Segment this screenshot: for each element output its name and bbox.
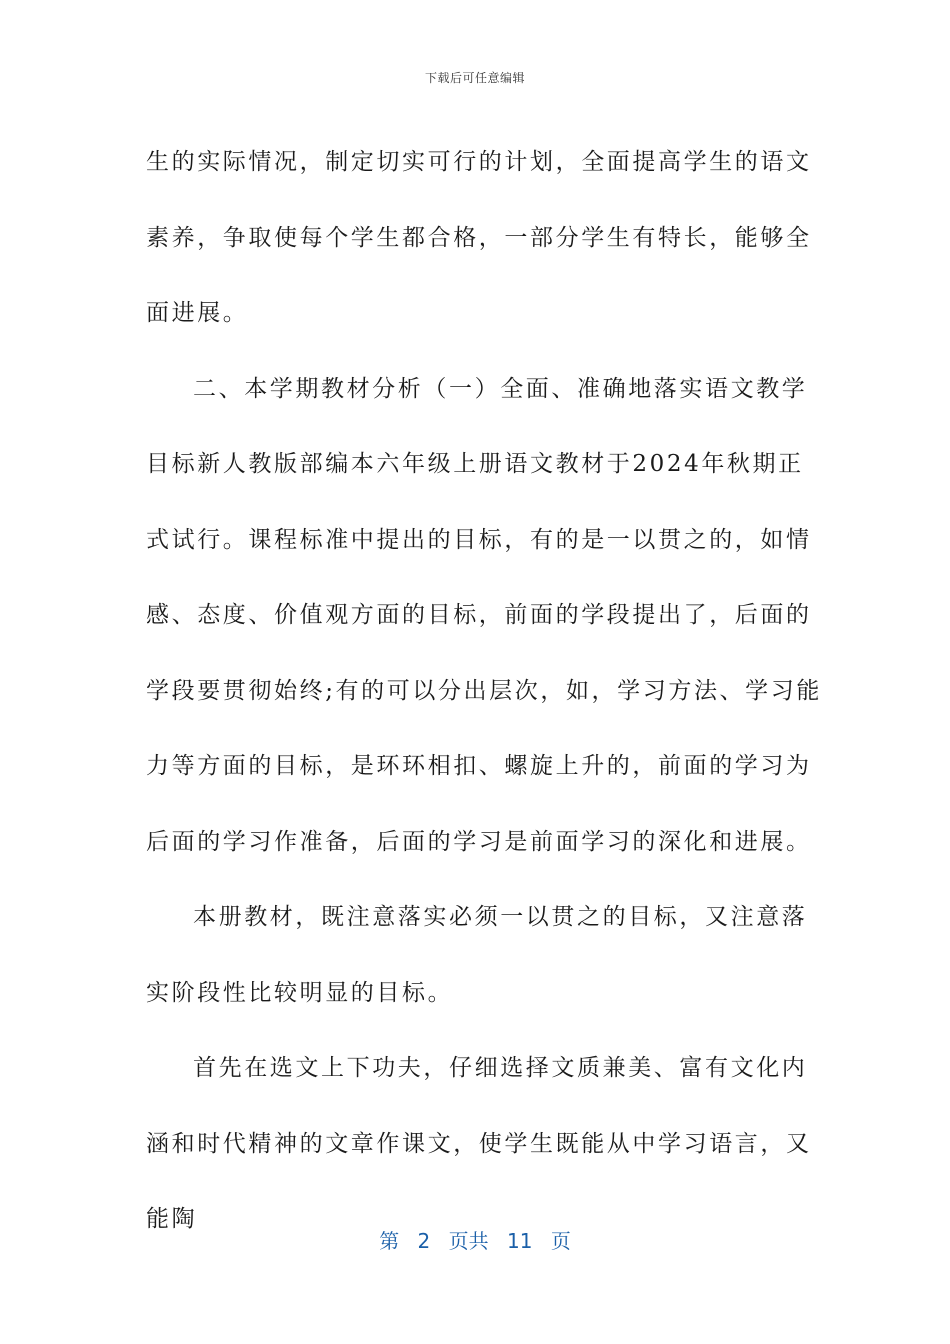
footer-middle: 页共 bbox=[448, 1229, 489, 1253]
footer-prefix: 第 bbox=[379, 1229, 400, 1253]
footer-current-page: 2 bbox=[417, 1229, 431, 1253]
header-note: 下载后可任意编辑 bbox=[424, 71, 525, 85]
paragraph-4: 首先在选文上下功夫，仔细选择文质兼美、富有文化内涵和时代精神的文章作课文，使学生既能从中学习语言，又能陶 bbox=[146, 1055, 812, 1232]
paragraph-2: 二、本学期教材分析（一）全面、准确地落实语文教学目标新人教版部编本六年级上册语文教材于2024年秋期正式试行。课程标准中提出的目标，有的是一以贯之的，如情感、态度、价值观方面的目标，前面的学段提出了，后面的学段要贯彻始终;有的可以分出层次，如，学习方法、学习能力等方面的目标，是环环相扣、螺旋上升的，前面的学习为后面的学习作准备，后面的学习是前面学习的深化和进展。 bbox=[146, 375, 822, 855]
paragraph-1: 生的实际情况，制定切实可行的计划，全面提高学生的语文素养，争取使每个学生都合格，一部分学生有特长，能够全面进展。 bbox=[146, 149, 812, 326]
paragraph-3: 本册教材，既注意落实必须一以贯之的目标，又注意落实阶段性比较明显的目标。 bbox=[146, 904, 808, 1006]
footer-suffix: 页 bbox=[550, 1229, 571, 1253]
page-footer bbox=[0, 1225, 950, 1254]
document-body bbox=[146, 125, 826, 1258]
footer-total-pages: 11 bbox=[507, 1229, 533, 1253]
